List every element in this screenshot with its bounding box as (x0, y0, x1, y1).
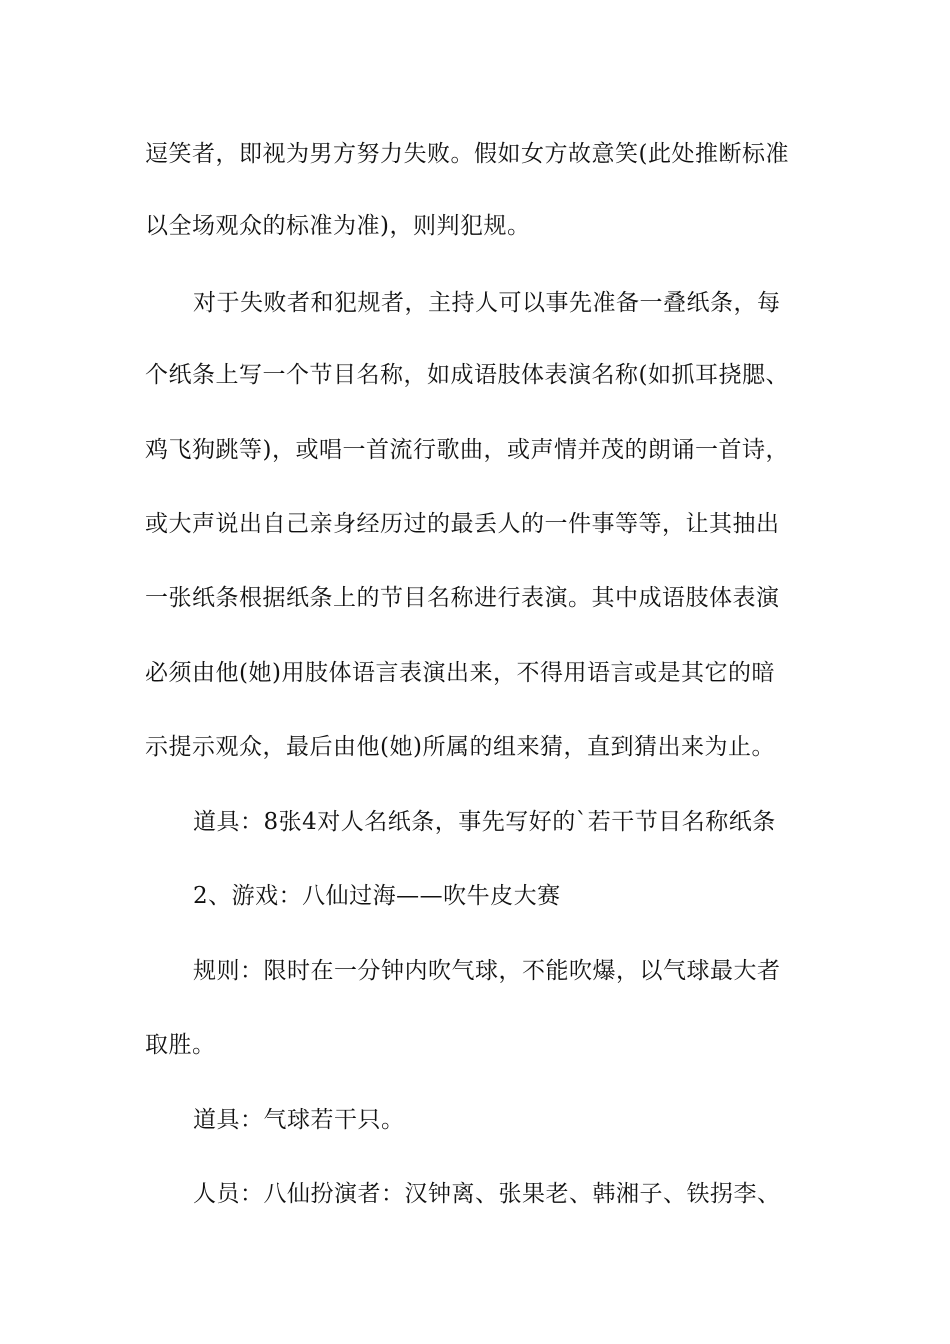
text-line: 示提示观众，最后由他(她)所属的组来猜，直到猜出来为止。 (145, 734, 775, 760)
text-line: 必须由他(她)用肢体语言表演出来，不得用语言或是其它的暗 (145, 660, 775, 686)
text-line: 鸡飞狗跳等)，或唱一首流行歌曲，或声情并茂的朗诵一首诗， (145, 437, 789, 463)
section-heading: 2、游戏：八仙过海——吹牛皮大赛 (193, 883, 561, 909)
rules-line: 规则：限时在一分钟内吹气球，不能吹爆，以气球最大者 (193, 958, 781, 984)
paragraph-start: 对于失败者和犯规者，主持人可以事先准备一叠纸条，每 (193, 290, 781, 316)
text-line: 个纸条上写一个节目名称，如成语肢体表演名称(如抓耳挠腮、 (145, 362, 789, 388)
text-line: 一张纸条根据纸条上的节目名称进行表演。其中成语肢体表演 (145, 585, 780, 611)
text-line: 逗笑者，即视为男方努力失败。假如女方故意笑(此处推断标准 (145, 141, 789, 167)
text-line: 取胜。 (145, 1032, 216, 1058)
props-line: 道具：8张4对人名纸条，事先写好的`若干节目名称纸条 (193, 809, 776, 835)
props-line: 道具：气球若干只。 (193, 1107, 405, 1133)
cast-line: 人员：八仙扮演者：汉钟离、张果老、韩湘子、铁拐李、 (193, 1181, 781, 1207)
text-line: 以全场观众的标准为准)，则判犯规。 (145, 213, 531, 239)
text-line: 或大声说出自己亲身经历过的最丢人的一件事等等，让其抽出 (145, 511, 780, 537)
